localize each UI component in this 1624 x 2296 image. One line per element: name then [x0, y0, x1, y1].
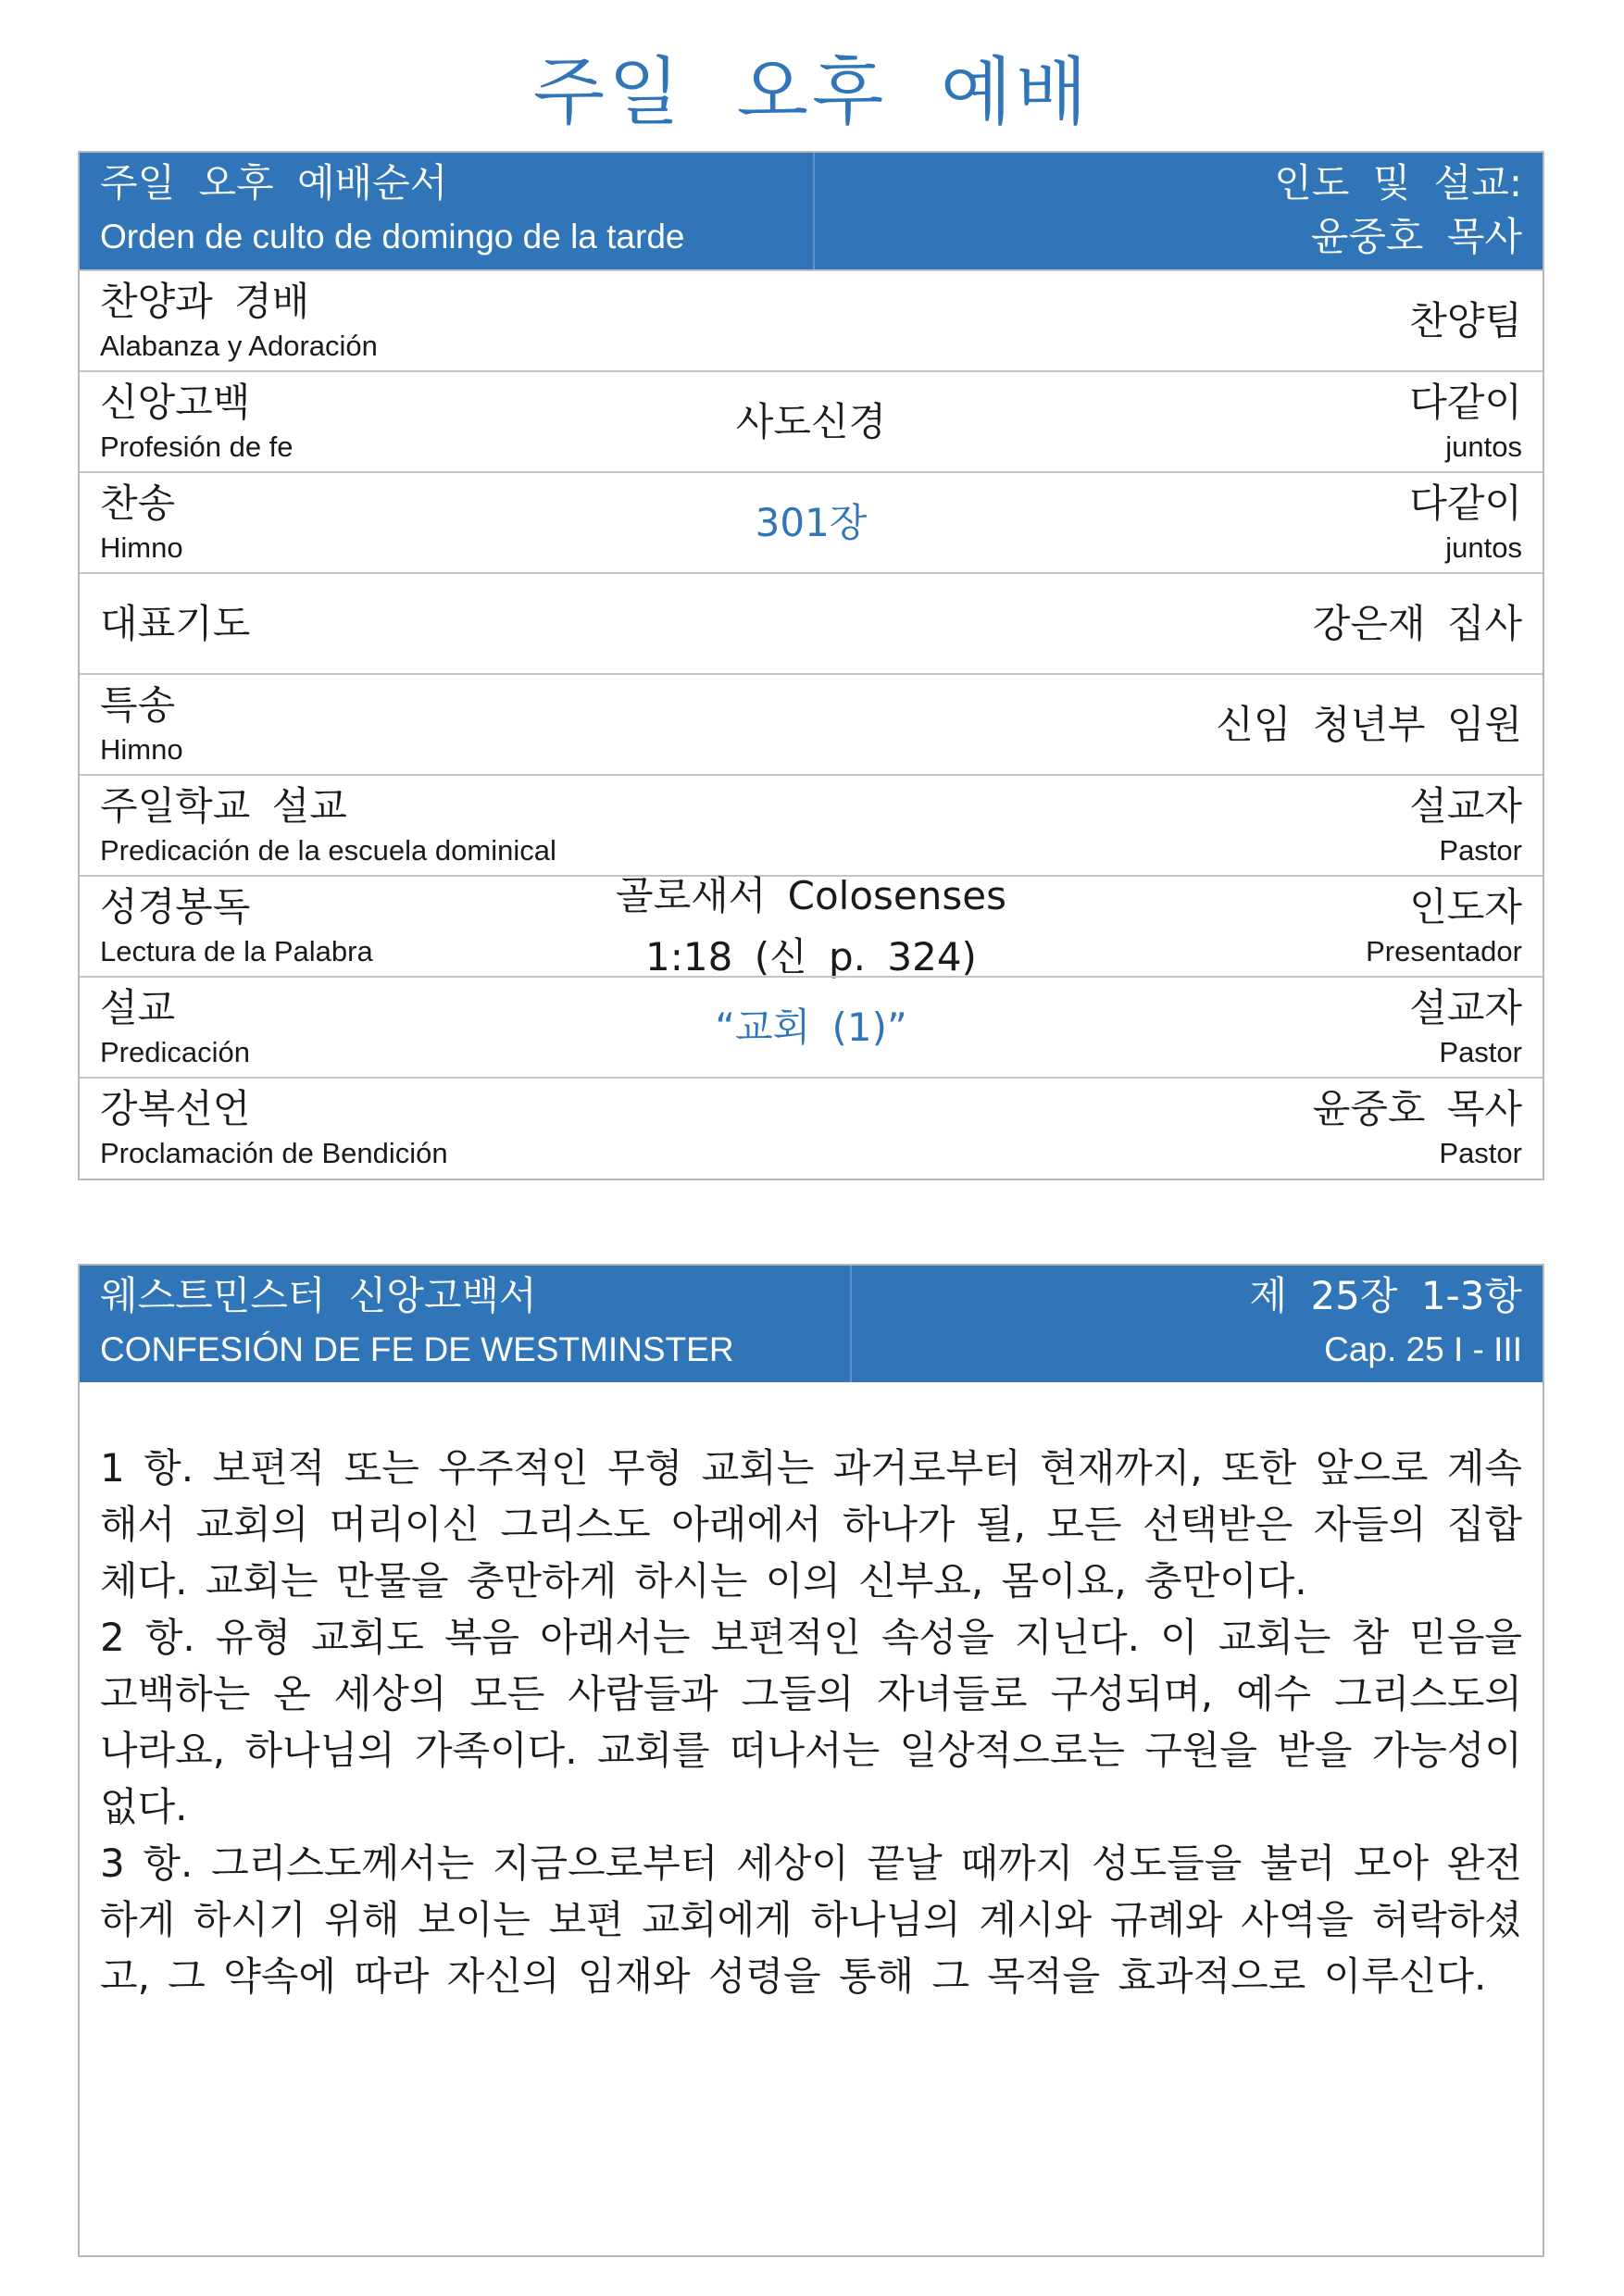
order-item-leader: 윤중호 목사 [1312, 1086, 1522, 1131]
order-row-benediction [80, 1077, 1543, 1179]
order-item-leader-es: juntos [1445, 530, 1522, 564]
order-item-es: Predicación de la escuela dominical [100, 833, 556, 867]
order-item-leader: 신임 청년부 임원 [1216, 701, 1522, 747]
order-item-ko: 찬송 [100, 480, 176, 526]
confession-chapter-es: Cap. 25 I - III [1324, 1330, 1522, 1368]
confession-title-ko: 웨스트민스터 신앙고백서 [100, 1273, 537, 1318]
order-item-es: Lectura de la Palabra [100, 934, 373, 967]
confession-body [80, 1382, 1543, 2004]
order-item-leader: 설교자 [1409, 984, 1522, 1030]
order-item-es: Alabanza y Adoración [100, 329, 378, 362]
order-row-sunday-school-sermon [80, 774, 1543, 875]
order-item-leader: 다같이 [1409, 480, 1522, 526]
order-row-profession [80, 370, 1543, 471]
order-item-ko: 강복선언 [100, 1086, 251, 1131]
order-item-leader: 강은재 집사 [1312, 600, 1522, 646]
order-of-service-table [78, 151, 1544, 1180]
order-item-ko: 설교 [100, 984, 176, 1030]
confession-paragraph: 2 항. 유형 교회도 복음 아래서는 보편적인 속성을 지닌다. 이 교회는 참 믿음을 고백하는 온 세상의 모든 사람들과 그들의 자녀들로 구성되며, 예수 그리스도의 나라요, 하나님의 가족이다. 교회를 떠나서는 일상적으로는 구원을 받을 가능성이 없다. [100, 1615, 1522, 1829]
order-item-leader: 설교자 [1409, 782, 1522, 829]
order-item-leader-es: Pastor [1439, 1035, 1522, 1068]
order-item-ko: 성경봉독 [100, 883, 251, 930]
order-item-ko: 주일학교 설교 [100, 782, 347, 829]
order-item-es: Himno [100, 530, 183, 564]
order-row-hymn [80, 471, 1543, 572]
order-header-title-es: Orden de culto de domingo de la tarde [100, 218, 685, 256]
order-item-leader: 찬양팀 [1409, 297, 1522, 343]
order-item-es: Proclamación de Bendición [100, 1137, 448, 1169]
order-header-right [815, 153, 1543, 269]
confession-title-es: CONFESIÓN DE FE DE WESTMINSTER [100, 1330, 734, 1368]
scripture-book: 골로새서 Colosenses [616, 872, 1006, 918]
order-header-leader-label: 인도 및 설교: [1274, 160, 1522, 206]
page-title: 주일 오후 예배 [532, 49, 1092, 135]
order-item-leader: 인도자 [1409, 883, 1522, 930]
order-row-special-song [80, 673, 1543, 774]
order-item-leader-es: Presentador [1366, 934, 1522, 967]
order-item-ko: 찬양과 경배 [100, 278, 310, 324]
order-header-title-ko: 주일 오후 예배순서 [100, 160, 448, 206]
confession-header [80, 1266, 1543, 1382]
order-row-sermon [80, 976, 1543, 1077]
order-item-es: Profesión de fe [100, 430, 294, 463]
order-row-prayer [80, 572, 1543, 673]
order-item-detail: 사도신경 [735, 398, 887, 444]
confession-paragraph: 3 항. 그리스도께서는 지금으로부터 세상이 끝날 때까지 성도들을 불러 모아 완전하게 하시기 위해 보이는 보편 교회에게 하나님의 계시와 규례와 사역을 허락하셨고, 그 약속에 따라 자신의 임재와 성령을 통해 그 목적을 효과적으로 이루신다. [100, 1841, 1522, 1999]
sermon-title: “교회 (1)” [715, 1004, 907, 1050]
order-item-leader-es: Pastor [1439, 1137, 1522, 1169]
order-item-ko: 신앙고백 [100, 379, 251, 425]
order-item-leader-es: juntos [1445, 430, 1522, 463]
scripture-reference: 1:18 (신 p. 324) [645, 933, 977, 980]
order-header-left [80, 153, 815, 269]
confession-paragraph: 1 항. 보편적 또는 우주적인 무형 교회는 과거로부터 현재까지, 또한 앞으로 계속해서 교회의 머리이신 그리스도 아래에서 하나가 될, 모든 선택받은 자들의 집합체다. 교회는 만물을 충만하게 하시는 이의 신부요, 몸이요, 충만이다. [100, 1445, 1522, 1603]
confession-chapter-ko: 제 25장 1-3항 [1249, 1273, 1522, 1318]
confession-header-left [80, 1266, 852, 1382]
order-item-es: Predicación [100, 1035, 250, 1068]
order-item-detail: 301장 [755, 499, 868, 545]
order-item-es: Himno [100, 732, 183, 766]
order-item-leader-es: Pastor [1439, 833, 1522, 867]
order-item-leader: 다같이 [1409, 379, 1522, 425]
order-item-ko: 특송 [100, 681, 176, 728]
order-header-leader-name: 윤중호 목사 [1310, 214, 1522, 259]
order-row-scripture-reading [80, 872, 1543, 980]
order-header [80, 153, 1543, 269]
confession-header-right [852, 1266, 1543, 1382]
order-item-ko: 대표기도 [100, 600, 251, 646]
order-row-praise [80, 269, 1543, 370]
westminster-confession-box [78, 1264, 1544, 2257]
